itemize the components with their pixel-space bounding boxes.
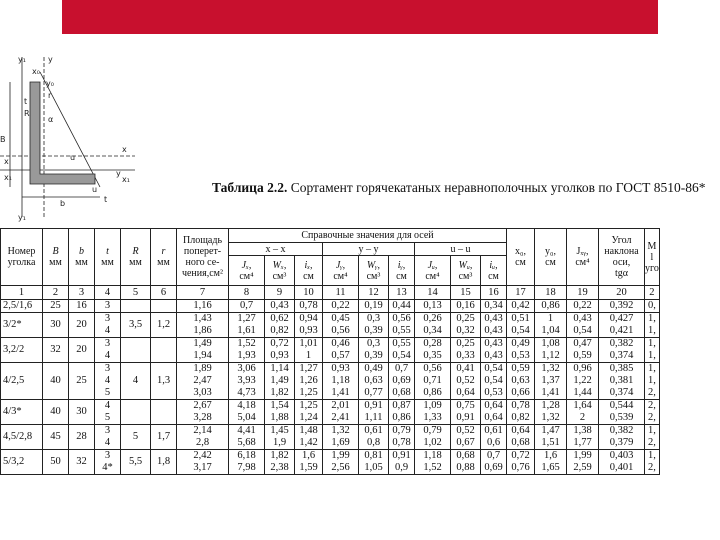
column-number: 7 bbox=[177, 286, 229, 300]
diagram-label: x₁ bbox=[122, 175, 130, 184]
cell-jy: 0,93 1,18 1,41 bbox=[323, 363, 359, 400]
cell-wu: 0,52 0,67 bbox=[451, 425, 481, 450]
column-number: 5 bbox=[121, 286, 151, 300]
cell-nomer: 5/3,2 bbox=[1, 450, 43, 475]
cell-b: 28 bbox=[69, 425, 95, 450]
caption-number: Таблица 2.2. bbox=[212, 180, 288, 195]
cell-B: 45 bbox=[43, 425, 69, 450]
cell-jy: 1,32 1,69 bbox=[323, 425, 359, 450]
column-number: 17 bbox=[507, 286, 535, 300]
cell-b: 32 bbox=[69, 450, 95, 475]
col-B bbox=[43, 229, 69, 286]
table-row bbox=[1, 338, 660, 363]
cell-B: 32 bbox=[43, 338, 69, 363]
cell-jx: 4,41 5,68 bbox=[229, 425, 265, 450]
cell-wx: 0,62 0,82 bbox=[265, 313, 295, 338]
diagram-label: y₀ bbox=[46, 79, 54, 88]
diagram-label: R bbox=[24, 109, 30, 118]
unit-cm4: см⁴ bbox=[239, 270, 254, 282]
cell-jy: 0,45 0,56 bbox=[323, 313, 359, 338]
cell-mass: 1, 1, 2, bbox=[645, 363, 660, 400]
diagram-label: y₁ bbox=[18, 55, 26, 64]
cell-area: 2,14 2,8 bbox=[177, 425, 229, 450]
header-row bbox=[1, 229, 660, 243]
col-B-symbol: B bbox=[52, 246, 59, 257]
unit-mm: мм bbox=[129, 257, 142, 268]
cell-tg: 0,382 0,374 bbox=[599, 338, 645, 363]
axis-xx: x – x bbox=[229, 243, 323, 256]
cell-iu: 0,61 0,6 bbox=[481, 425, 507, 450]
cell-jx: 0,7 bbox=[229, 300, 265, 313]
cell-b: 25 bbox=[69, 363, 95, 400]
cell-t: 3 bbox=[95, 300, 121, 313]
unit-mm: мм bbox=[75, 257, 88, 268]
header-banner bbox=[62, 0, 658, 34]
cell-B: 40 bbox=[43, 400, 69, 425]
unit-cm: см bbox=[488, 270, 499, 282]
cell-y0: 1 1,04 bbox=[535, 313, 567, 338]
col-iu-symbol: iᵤ, bbox=[489, 259, 498, 271]
unit-mm: мм bbox=[101, 257, 114, 268]
cell-B: 40 bbox=[43, 363, 69, 400]
col-R bbox=[121, 229, 151, 286]
column-number: 19 bbox=[567, 286, 599, 300]
cell-R bbox=[121, 338, 151, 363]
cell-ix: 0,78 bbox=[295, 300, 323, 313]
cell-R: 3,5 bbox=[121, 313, 151, 338]
cell-tg: 0,382 0,379 bbox=[599, 425, 645, 450]
cell-area: 1,16 bbox=[177, 300, 229, 313]
cell-iu: 0,54 0,54 0,53 bbox=[481, 363, 507, 400]
col-wu-symbol: Wᵤ, bbox=[458, 259, 473, 271]
cell-wy: 0,91 1,11 bbox=[359, 400, 389, 425]
cell-x0: 0,72 0,76 bbox=[507, 450, 535, 475]
cell-wu: 0,25 0,32 bbox=[451, 313, 481, 338]
cell-mass: 1, 1, bbox=[645, 313, 660, 338]
cell-R bbox=[121, 400, 151, 425]
column-number: 20 bbox=[599, 286, 645, 300]
col-ix bbox=[295, 256, 323, 286]
col-group-reference: Справочные значения для осей bbox=[229, 229, 507, 243]
col-r-symbol: r bbox=[161, 246, 166, 257]
cell-iy: 0,87 0,86 bbox=[389, 400, 415, 425]
table-row bbox=[1, 425, 660, 450]
column-number: 8 bbox=[229, 286, 265, 300]
cell-t: 3 4 bbox=[95, 425, 121, 450]
cell-R: 4 bbox=[121, 363, 151, 400]
cell-nomer: 2,5/1,6 bbox=[1, 300, 43, 313]
cell-wu: 0,75 0,91 bbox=[451, 400, 481, 425]
cell-iu: 0,64 0,64 bbox=[481, 400, 507, 425]
angle-sortament-table bbox=[0, 228, 660, 475]
cell-wx: 0,72 0,93 bbox=[265, 338, 295, 363]
cell-area: 1,49 1,94 bbox=[177, 338, 229, 363]
cell-iu: 0,43 0,43 bbox=[481, 338, 507, 363]
cell-jxy: 1,99 2,59 bbox=[567, 450, 599, 475]
column-number: 15 bbox=[451, 286, 481, 300]
cell-wx: 1,82 2,38 bbox=[265, 450, 295, 475]
cell-iu: 0,43 0,43 bbox=[481, 313, 507, 338]
cell-tg: 0,544 0,539 bbox=[599, 400, 645, 425]
col-iy bbox=[389, 256, 415, 286]
column-number: 2 bbox=[43, 286, 69, 300]
col-iu bbox=[481, 256, 507, 286]
cell-ju: 0,26 0,34 bbox=[415, 313, 451, 338]
diagram-label: B bbox=[0, 135, 6, 144]
unit-cm: см bbox=[396, 270, 407, 282]
column-number: 16 bbox=[481, 286, 507, 300]
unit-cm3: см³ bbox=[366, 270, 381, 282]
cell-jy: 0,46 0,57 bbox=[323, 338, 359, 363]
diagram-label: b bbox=[60, 199, 66, 208]
cell-wy: 0,19 bbox=[359, 300, 389, 313]
column-number: 18 bbox=[535, 286, 567, 300]
table-row bbox=[1, 450, 660, 475]
col-wu bbox=[451, 256, 481, 286]
col-b-symbol: b bbox=[79, 246, 84, 257]
unit-cm4: см⁴ bbox=[333, 270, 348, 282]
cell-b: 30 bbox=[69, 400, 95, 425]
col-ju bbox=[415, 256, 451, 286]
cell-wu: 0,41 0,52 0,64 bbox=[451, 363, 481, 400]
table-caption bbox=[212, 180, 706, 196]
cell-nomer: 3,2/2 bbox=[1, 338, 43, 363]
cell-ju: 0,79 1,02 bbox=[415, 425, 451, 450]
cell-x0: 0,51 0,54 bbox=[507, 313, 535, 338]
cell-ju: 0,56 0,71 0,86 bbox=[415, 363, 451, 400]
column-number: 2 bbox=[645, 286, 660, 300]
diagram-label: α bbox=[48, 115, 54, 124]
cell-t: 3 4* bbox=[95, 450, 121, 475]
diagram-label: x bbox=[122, 145, 127, 154]
col-wx-symbol: Wₓ, bbox=[272, 259, 287, 271]
cell-B: 25 bbox=[43, 300, 69, 313]
cell-tg: 0,385 0,381 0,374 bbox=[599, 363, 645, 400]
cell-area: 1,43 1,86 bbox=[177, 313, 229, 338]
cell-wu: 0,25 0,33 bbox=[451, 338, 481, 363]
col-jxy: Jₓᵧ, см⁴ bbox=[567, 229, 599, 286]
col-ix-symbol: iₓ, bbox=[304, 259, 313, 271]
diagram-label: u bbox=[92, 185, 98, 194]
diagram-label: y₁ bbox=[18, 213, 26, 222]
cell-ju: 0,13 bbox=[415, 300, 451, 313]
cell-tg: 0,392 bbox=[599, 300, 645, 313]
angle-section-diagram bbox=[0, 52, 140, 222]
cell-jxy: 1,64 2 bbox=[567, 400, 599, 425]
diagram-label: x bbox=[4, 157, 9, 166]
cell-iu: 0,34 bbox=[481, 300, 507, 313]
cell-mass: 1, 2, bbox=[645, 425, 660, 450]
cell-jxy: 0,47 0,59 bbox=[567, 338, 599, 363]
cell-jx: 3,06 3,93 4,73 bbox=[229, 363, 265, 400]
column-number: 13 bbox=[389, 286, 415, 300]
cell-jx: 1,52 1,93 bbox=[229, 338, 265, 363]
cell-b: 16 bbox=[69, 300, 95, 313]
caption-text: Сортамент горячекатаных неравнополочных уголков по ГОСТ 8510-86* bbox=[287, 180, 706, 195]
col-mass: М l уго bbox=[645, 229, 660, 286]
cell-t: 3 4 bbox=[95, 338, 121, 363]
cell-wx: 1,45 1,9 bbox=[265, 425, 295, 450]
cell-y0: 1,6 1,65 bbox=[535, 450, 567, 475]
cell-nomer: 3/2* bbox=[1, 313, 43, 338]
table-row bbox=[1, 363, 660, 400]
diagram-label: y bbox=[48, 55, 53, 64]
unit-cm3: см³ bbox=[458, 270, 473, 282]
cell-jx: 6,18 7,98 bbox=[229, 450, 265, 475]
cell-nomer: 4/2,5 bbox=[1, 363, 43, 400]
cell-wx: 1,14 1,49 1,82 bbox=[265, 363, 295, 400]
cell-jy: 2,01 2,41 bbox=[323, 400, 359, 425]
col-jy bbox=[323, 256, 359, 286]
cell-b: 20 bbox=[69, 338, 95, 363]
diagram-label: u bbox=[70, 153, 76, 162]
axis-uu: u – u bbox=[415, 243, 507, 256]
cell-wx: 1,54 1,88 bbox=[265, 400, 295, 425]
col-area: Площадь поперет- ного се- чения,см² bbox=[177, 229, 229, 286]
cell-tg: 0,403 0,401 bbox=[599, 450, 645, 475]
cell-x0: 0,78 0,82 bbox=[507, 400, 535, 425]
cell-jxy: 1,38 1,77 bbox=[567, 425, 599, 450]
diagram-label: r bbox=[48, 91, 52, 100]
cell-jy: 0,22 bbox=[323, 300, 359, 313]
cell-ix: 0,94 0,93 bbox=[295, 313, 323, 338]
cell-iy: 0,79 0,78 bbox=[389, 425, 415, 450]
cell-x0: 0,59 0,63 0,66 bbox=[507, 363, 535, 400]
cell-jx: 4,18 5,04 bbox=[229, 400, 265, 425]
col-r bbox=[151, 229, 177, 286]
col-jx bbox=[229, 256, 265, 286]
cell-jxy: 0,96 1,22 1,44 bbox=[567, 363, 599, 400]
column-number: 14 bbox=[415, 286, 451, 300]
diagram-label: x₀ bbox=[32, 67, 40, 76]
cell-t: 4 5 bbox=[95, 400, 121, 425]
col-t bbox=[95, 229, 121, 286]
column-number: 10 bbox=[295, 286, 323, 300]
col-wy bbox=[359, 256, 389, 286]
cell-mass: 1, 2, bbox=[645, 450, 660, 475]
cell-ju: 0,28 0,35 bbox=[415, 338, 451, 363]
cell-wu: 0,68 0,88 bbox=[451, 450, 481, 475]
cell-R: 5,5 bbox=[121, 450, 151, 475]
cell-mass: 0, bbox=[645, 300, 660, 313]
col-nomer: Номер уголка bbox=[1, 229, 43, 286]
cell-mass: 2, 2, bbox=[645, 400, 660, 425]
cell-jx: 1,27 1,61 bbox=[229, 313, 265, 338]
col-angle: Угол наклона оси, tgα bbox=[599, 229, 645, 286]
cell-jxy: 0,22 bbox=[567, 300, 599, 313]
cell-iy: 0,44 bbox=[389, 300, 415, 313]
cell-ix: 1,27 1,26 1,25 bbox=[295, 363, 323, 400]
cell-wy: 0,81 1,05 bbox=[359, 450, 389, 475]
cell-r bbox=[151, 400, 177, 425]
cell-jxy: 0,43 0,54 bbox=[567, 313, 599, 338]
cell-wu: 0,16 bbox=[451, 300, 481, 313]
col-jy-symbol: Jᵧ, bbox=[335, 259, 346, 271]
cell-y0: 1,08 1,12 bbox=[535, 338, 567, 363]
cell-r: 1,8 bbox=[151, 450, 177, 475]
col-wy-symbol: Wᵧ, bbox=[366, 259, 381, 271]
cell-y0: 1,32 1,37 1,41 bbox=[535, 363, 567, 400]
diagram-label: x₁ bbox=[4, 173, 12, 182]
col-b bbox=[69, 229, 95, 286]
cell-wy: 0,3 0,39 bbox=[359, 338, 389, 363]
cell-x0: 0,64 0,68 bbox=[507, 425, 535, 450]
cell-wy: 0,49 0,63 0,77 bbox=[359, 363, 389, 400]
col-ju-symbol: Jᵤ, bbox=[427, 259, 438, 271]
cell-iy: 0,55 0,54 bbox=[389, 338, 415, 363]
table-row bbox=[1, 400, 660, 425]
cell-r: 1,2 bbox=[151, 313, 177, 338]
cell-wy: 0,61 0,8 bbox=[359, 425, 389, 450]
cell-t: 3 4 bbox=[95, 313, 121, 338]
cell-y0: 1,47 1,51 bbox=[535, 425, 567, 450]
cell-nomer: 4/3* bbox=[1, 400, 43, 425]
column-number: 12 bbox=[359, 286, 389, 300]
table-row bbox=[1, 313, 660, 338]
col-wx bbox=[265, 256, 295, 286]
unit-mm: мм bbox=[49, 257, 62, 268]
cell-iy: 0,7 0,69 0,68 bbox=[389, 363, 415, 400]
cell-x0: 0,42 bbox=[507, 300, 535, 313]
column-number: 3 bbox=[69, 286, 95, 300]
cell-ix: 1,01 1 bbox=[295, 338, 323, 363]
col-t-symbol: t bbox=[106, 246, 109, 257]
cell-R: 5 bbox=[121, 425, 151, 450]
column-number: 1 bbox=[1, 286, 43, 300]
cell-t: 3 4 5 bbox=[95, 363, 121, 400]
cell-area: 2,67 3,28 bbox=[177, 400, 229, 425]
cell-b: 20 bbox=[69, 313, 95, 338]
cell-wy: 0,3 0,39 bbox=[359, 313, 389, 338]
cell-ju: 1,09 1,33 bbox=[415, 400, 451, 425]
cell-r bbox=[151, 338, 177, 363]
cell-area: 2,42 3,17 bbox=[177, 450, 229, 475]
unit-mm: мм bbox=[157, 257, 170, 268]
column-number: 6 bbox=[151, 286, 177, 300]
cell-r bbox=[151, 300, 177, 313]
cell-ix: 1,48 1,42 bbox=[295, 425, 323, 450]
unit-cm: см bbox=[303, 270, 314, 282]
cell-iu: 0,7 0,69 bbox=[481, 450, 507, 475]
unit-cm3: см³ bbox=[272, 270, 287, 282]
axis-yy: y – y bbox=[323, 243, 415, 256]
col-R-symbol: R bbox=[132, 246, 139, 257]
cell-wx: 0,43 bbox=[265, 300, 295, 313]
cell-iy: 0,56 0,55 bbox=[389, 313, 415, 338]
cell-r: 1,3 bbox=[151, 363, 177, 400]
col-y0: y₀, см bbox=[535, 229, 567, 286]
diagram-label: y bbox=[116, 169, 121, 178]
cell-jy: 1,99 2,56 bbox=[323, 450, 359, 475]
cell-tg: 0,427 0,421 bbox=[599, 313, 645, 338]
cell-B: 30 bbox=[43, 313, 69, 338]
cell-area: 1,89 2,47 3,03 bbox=[177, 363, 229, 400]
diagram-label: t bbox=[24, 97, 28, 106]
cell-R bbox=[121, 300, 151, 313]
column-number: 9 bbox=[265, 286, 295, 300]
diagram-label: t bbox=[104, 195, 108, 204]
col-x0: x₀, см bbox=[507, 229, 535, 286]
cell-y0: 0,86 bbox=[535, 300, 567, 313]
cell-B: 50 bbox=[43, 450, 69, 475]
cell-mass: 1, 1, bbox=[645, 338, 660, 363]
unit-cm4: см⁴ bbox=[425, 270, 440, 282]
cell-y0: 1,28 1,32 bbox=[535, 400, 567, 425]
column-number: 11 bbox=[323, 286, 359, 300]
cell-iy: 0,91 0,9 bbox=[389, 450, 415, 475]
cell-r: 1,7 bbox=[151, 425, 177, 450]
col-iy-symbol: iᵧ, bbox=[397, 259, 406, 271]
column-number-row bbox=[1, 286, 660, 300]
table-row bbox=[1, 300, 660, 313]
cell-ju: 1,18 1,52 bbox=[415, 450, 451, 475]
col-jx-symbol: Jₓ, bbox=[241, 259, 252, 271]
table-body bbox=[1, 300, 660, 475]
column-number: 4 bbox=[95, 286, 121, 300]
cell-ix: 1,6 1,59 bbox=[295, 450, 323, 475]
cell-ix: 1,25 1,24 bbox=[295, 400, 323, 425]
cell-x0: 0,49 0,53 bbox=[507, 338, 535, 363]
cell-nomer: 4,5/2,8 bbox=[1, 425, 43, 450]
